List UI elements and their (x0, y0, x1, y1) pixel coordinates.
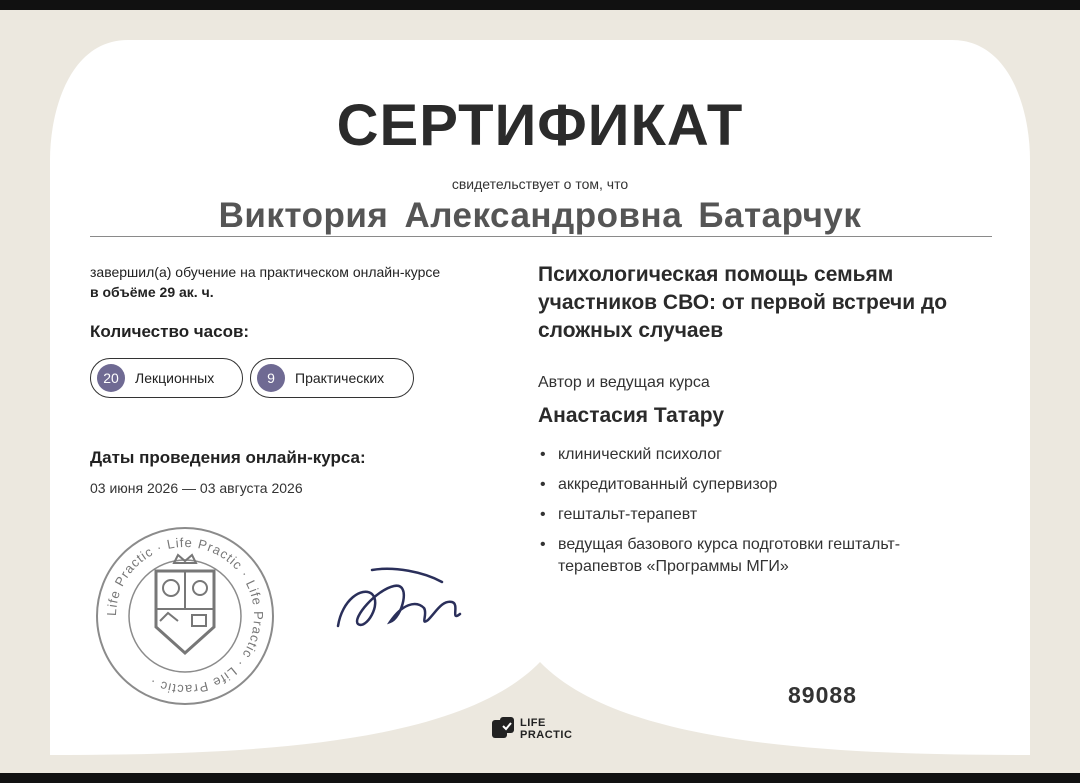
dates-heading: Даты проведения онлайн-курса: (90, 448, 366, 467)
life-practic-logo (492, 717, 572, 741)
credential-item: • ведущая базового курса подготовки гештальт-терапевтов «Программы МГИ» (540, 534, 980, 578)
bottom-border (0, 773, 1080, 783)
certificate-title: СЕРТИФИКАТ (336, 93, 744, 158)
serial-number: 89088 (788, 682, 857, 708)
completion-text (90, 262, 510, 302)
hours-heading: Количество часов: (90, 322, 250, 341)
seal-stamp (94, 525, 276, 707)
lecture-hours-pill (90, 358, 243, 398)
practical-hours-label: Практических (295, 370, 385, 386)
logo-mark-icon (492, 717, 514, 741)
author-name: Анастасия Татару (538, 404, 725, 427)
lecture-hours-count: 20 (97, 364, 125, 392)
author-signature (332, 560, 472, 642)
author-label: Автор и ведущая курса (538, 374, 710, 391)
name-underline (90, 236, 992, 237)
practical-hours-count: 9 (257, 364, 285, 392)
practical-hours-pill (250, 358, 414, 398)
course-dates: 03 июня 2026 — 03 августа 2026 (90, 480, 303, 496)
witness-text: свидетельствует о том, что (451, 176, 629, 192)
logo-wordmark: LIFE PRACTIC (520, 717, 573, 741)
recipient-name: Виктория Александровна Батарчук (218, 196, 862, 235)
course-title: Психологическая помощь семьям участников СВО: от первой встречи до сложных случаев (538, 263, 948, 342)
completion-line: завершил(а) обучение на практическом онлайн-курсе (90, 264, 441, 280)
author-credentials (540, 444, 980, 586)
credential-item: • аккредитованный супервизор (540, 474, 980, 496)
credential-item: • клинический психолог (540, 444, 980, 466)
lecture-hours-label: Лекционных (135, 370, 215, 386)
svg-text:Life Practic · Life Practic ·: Life Practic · Life Practic · Life Practic · Life Practic · (103, 534, 267, 698)
volume-line: в объёме 29 ак. ч. (90, 284, 214, 300)
credential-item: • гештальт-терапевт (540, 504, 980, 526)
